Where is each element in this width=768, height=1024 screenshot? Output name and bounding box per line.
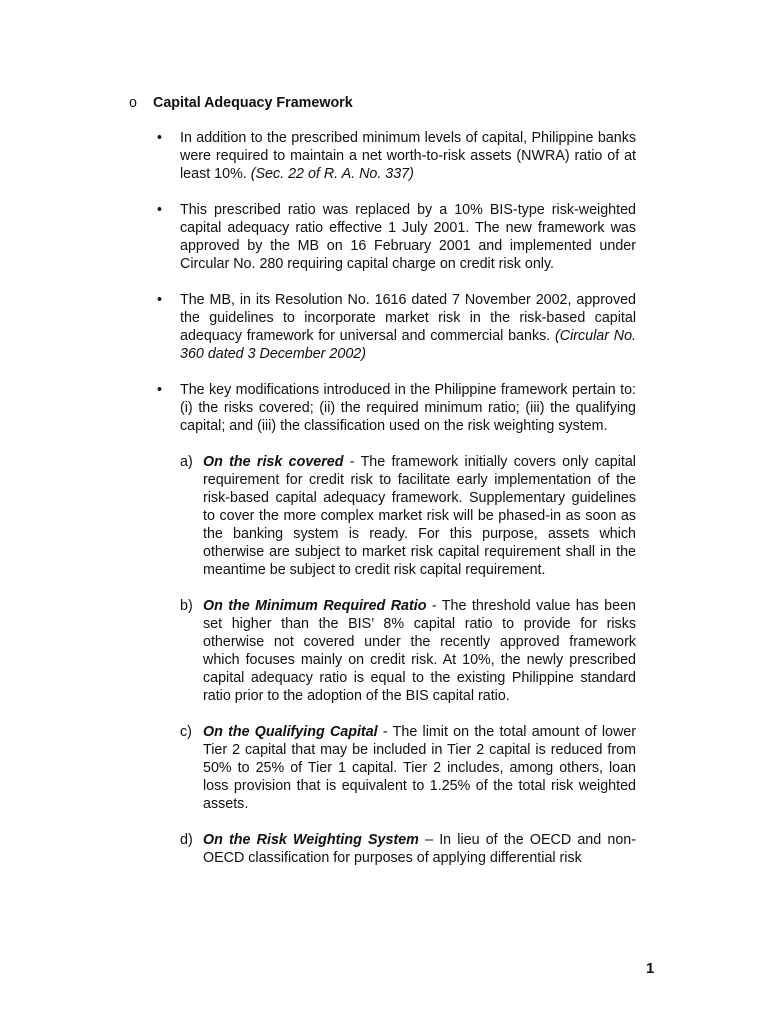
- bullet-item: [157, 291, 636, 363]
- bullet-body: The MB, in its Resolution No. 1616 dated 7 November 2002, approved the guidelines to incorporate market risk in the risk-based capital adequacy framework for universal and commercial banks.: [180, 292, 636, 344]
- sub-body: - The threshold value has been set higher than the BIS’ 8% capital ratio to provide for risks otherwise not covered under the recently approved framework which focuses mainly on credit risk. At 10%, the newly prescribed capital adequacy ratio is equal to the existing Philippine standard ratio prior to the adoption of the BIS capital ratio.: [203, 598, 636, 704]
- sub-title: On the Minimum Required Ratio: [203, 598, 427, 614]
- bullet-text: [180, 381, 636, 435]
- sub-body: - The limit on the total amount of lower Tier 2 capital that may be included in Tier 2 capital is reduced from 50% to 25% of Tier 1 capital. Tier 2 includes, among others, loan loss provision that is equivalent to 1.25% of the total risk weighted assets.: [203, 724, 637, 812]
- bullet-body: In addition to the prescribed minimum levels of capital, Philippine banks were required to maintain a net worth-to-risk assets (NWRA) ratio of at least 10%.: [180, 130, 636, 182]
- heading-title: Capital Adequacy Framework: [153, 95, 353, 111]
- sub-title: On the risk covered: [203, 454, 344, 470]
- sub-item: [180, 453, 636, 579]
- bullet-text: [180, 129, 636, 183]
- bullet-text: [180, 291, 636, 363]
- sub-item: [180, 831, 636, 867]
- sub-item: [180, 597, 636, 705]
- bullet-list: [157, 129, 636, 885]
- bullet-item: [157, 381, 636, 435]
- sub-text: [203, 597, 636, 705]
- sub-title: On the Risk Weighting System: [203, 832, 419, 848]
- sub-marker: b): [180, 598, 193, 614]
- heading-marker: o: [129, 95, 137, 111]
- citation: (Circular No. 360 dated 3 December 2002): [180, 328, 636, 362]
- sub-marker: a): [180, 454, 193, 470]
- citation: (Sec. 22 of R. A. No. 337): [250, 166, 414, 182]
- sub-body: – In lieu of the OECD and non-OECD classification for purposes of applying differential risk: [203, 832, 636, 866]
- sub-text: [203, 723, 636, 813]
- bullet-icon: •: [157, 130, 163, 146]
- section-heading: [129, 94, 353, 112]
- bullet-body: This prescribed ratio was replaced by a 10% BIS-type risk-weighted capital adequacy ratio effective 1 July 2001. The new framework was approved by the MB on 16 February 2001 and implemented under Circular No. 280 requiring capital charge on credit risk only.: [180, 202, 636, 272]
- sub-title: On the Qualifying Capital: [203, 724, 378, 740]
- sub-marker: c): [180, 724, 192, 740]
- sub-text: [203, 831, 636, 867]
- bullet-item: [157, 129, 636, 183]
- bullet-icon: •: [157, 382, 163, 398]
- bullet-item: [157, 201, 636, 273]
- sub-marker: d): [180, 832, 193, 848]
- sub-body: - The framework initially covers only capital requirement for credit risk to facilitate early implementation of the risk-based capital adequacy framework. Supplementary guidelines to cover the more complex market risk will be phased-in as soon as the banking system is ready. For this purpose, assets which otherwise are subject to market risk capital requirement shall in the meantime be subject to credit risk capital requirement.: [203, 454, 636, 578]
- bullet-icon: •: [157, 202, 163, 218]
- sub-text: [203, 453, 636, 579]
- bullet-icon: •: [157, 292, 163, 308]
- sub-item: [180, 723, 636, 813]
- page-number: 1: [646, 960, 655, 977]
- sub-list: [180, 453, 636, 867]
- bullet-body: The key modifications introduced in the Philippine framework pertain to: (i) the risks covered; (ii) the required minimum ratio; (iii) the qualifying capital; and (iii) the classification used on the risk weighting system.: [180, 382, 636, 434]
- bullet-text: [180, 201, 636, 273]
